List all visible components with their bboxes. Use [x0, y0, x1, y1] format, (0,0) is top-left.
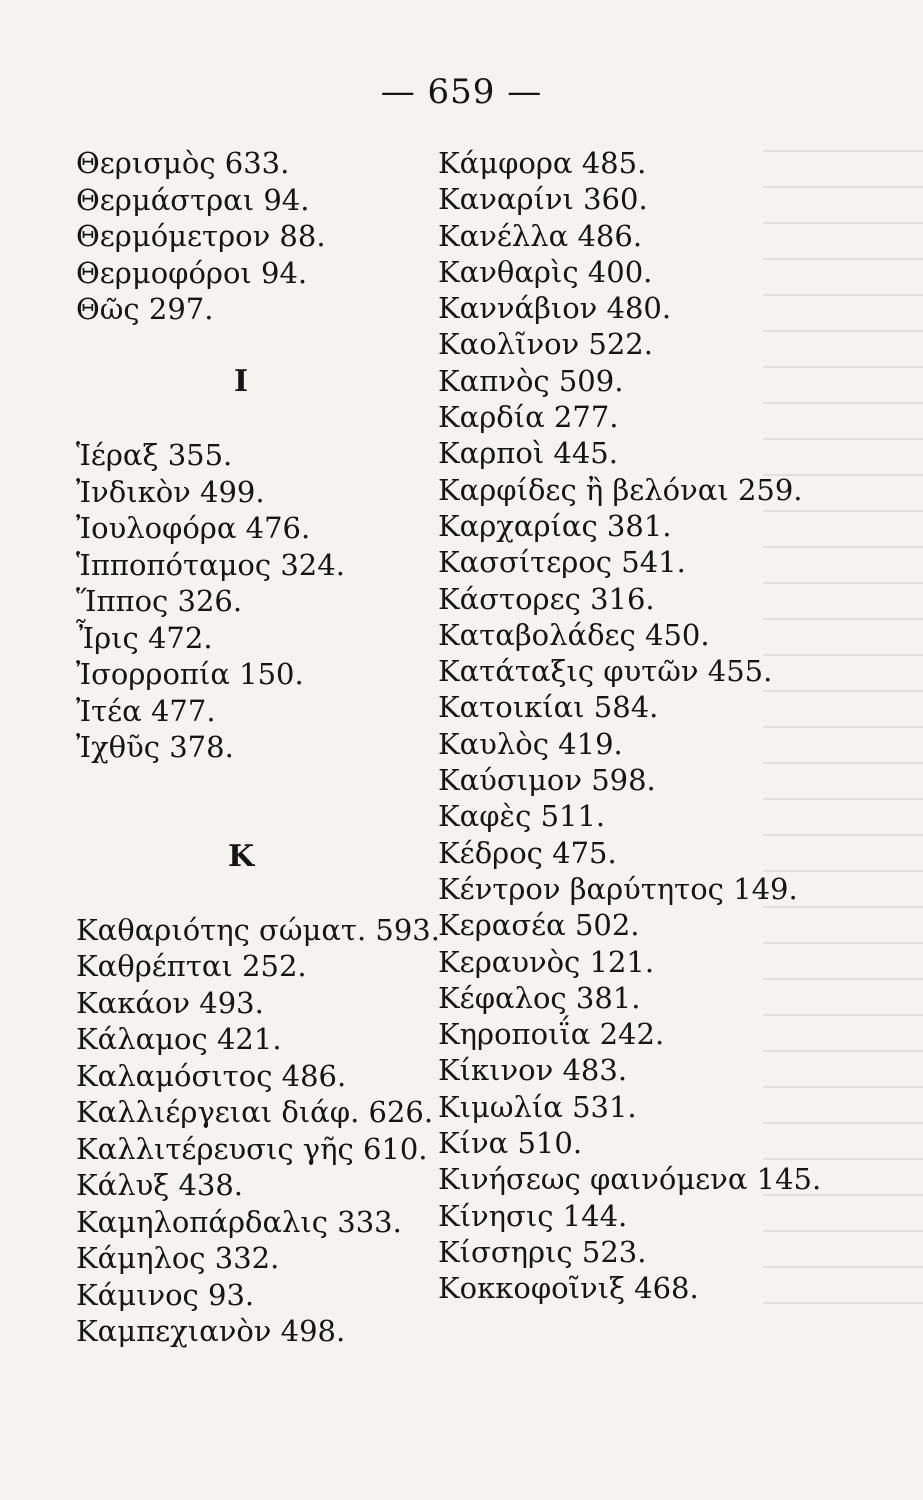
index-entry: Καολῖνον 522.	[438, 327, 653, 362]
index-entry: Καρχαρίας 381.	[438, 508, 672, 543]
index-entry: Ἰσορροπία 150.	[76, 657, 304, 691]
index-entry: Ἶρις 472.	[76, 620, 213, 655]
index-entry: Καμηλοπάρδαλις 333.	[76, 1204, 402, 1239]
index-entry: Ἵππος 326.	[76, 584, 243, 618]
index-entry: Κηροποιΐα 242.	[438, 1017, 665, 1052]
index-entry: Καυλὸς 419.	[438, 726, 623, 761]
index-entry: Ἱέραξ 355.	[76, 438, 233, 472]
right-column	[438, 145, 878, 1307]
index-entry: Καννάβιον 480.	[438, 291, 672, 326]
index-entry: Κάλυξ 438.	[76, 1168, 244, 1202]
index-entry: Καταβολάδες 450.	[438, 617, 710, 652]
index-entry: Καθαριότης σώματ. 593.	[76, 912, 440, 947]
index-entry: Κίνα 510.	[438, 1126, 583, 1161]
section-heading-i: Ι	[233, 364, 249, 399]
index-entry: Καθρέπται 252.	[76, 949, 307, 983]
index-entry: Ἰχθῦς 378.	[76, 730, 234, 764]
spacer	[76, 766, 416, 803]
index-entry: Καύσιμον 598.	[438, 763, 656, 798]
index-entry: Κανθαρὶς 400.	[438, 254, 653, 289]
index-entry: Κέντρον βαρύτητος 149.	[438, 871, 798, 906]
index-entry: Καρφίδες ἢ βελόναι 259.	[438, 472, 803, 507]
index-entry: Θερμόμετρον 88.	[76, 219, 326, 253]
index-entry: Κεραυνὸς 121.	[438, 944, 655, 979]
index-entry: Καπνὸς 509.	[438, 363, 624, 398]
index-entry: Κανέλλα 486.	[438, 218, 643, 253]
index-entry: Θερισμὸς 633.	[76, 146, 290, 180]
spacer	[76, 401, 416, 438]
index-entry: Κακάον 493.	[76, 985, 264, 1020]
index-entry: Κάστορες 316.	[438, 581, 655, 616]
index-entry: Κατάταξις φυτῶν 455.	[438, 654, 773, 689]
spacer	[76, 328, 416, 365]
index-entry: Ἰουλοφόρα 476.	[76, 511, 311, 545]
index-entry: Ἱπποπόταμος 324.	[76, 547, 345, 582]
index-entry: Θερμοφόροι 94.	[76, 255, 308, 290]
spacer	[76, 802, 416, 839]
index-entry: Καλαμόσιτος 486.	[76, 1058, 347, 1093]
index-entry: Κέφαλος 381.	[438, 980, 641, 1015]
section-heading-k: Κ	[227, 838, 255, 874]
index-entry: Κάμηλος 332.	[76, 1241, 280, 1275]
index-entry: Κίκινον 483.	[438, 1053, 628, 1088]
index-entry: Καρδία 277.	[438, 400, 619, 435]
index-entry: Κοκκοφοῖνιξ 468.	[438, 1271, 699, 1306]
index-entry: Καναρίνι 360.	[438, 182, 648, 217]
index-entry: Καμπεχιανὸν 498.	[76, 1314, 346, 1348]
index-entry: Ἰνδικὸν 499.	[76, 474, 265, 509]
index-entry: Κίνησις 144.	[438, 1198, 628, 1233]
index-entry: Κιμωλία 531.	[438, 1089, 637, 1124]
index-entry: Καλλιτέρευσις γῆς 610.	[76, 1131, 428, 1166]
index-entry: Κίσσηρις 523.	[438, 1234, 647, 1269]
index-entry: Θῶς 297.	[76, 292, 214, 326]
spacer	[76, 875, 416, 912]
index-entry: Θερμάστραι 94.	[76, 182, 310, 217]
left-column	[76, 145, 440, 1350]
index-entry: Καφὲς 511.	[438, 799, 606, 834]
index-entry: Ἰτέα 477.	[76, 693, 216, 728]
page-number: — 659 —	[380, 72, 543, 112]
index-entry: Κάλαμος 421.	[76, 1022, 282, 1056]
index-entry: Καρποὶ 445.	[438, 436, 618, 471]
index-entry: Κέδρος 475.	[438, 835, 617, 870]
index-entry: Κάμινος 93.	[76, 1277, 255, 1312]
index-entry: Καλλιέργειαι διάφ. 626.	[76, 1095, 434, 1129]
index-entry: Κατοικίαι 584.	[438, 690, 659, 725]
index-entry: Κάμφορα 485.	[438, 146, 647, 180]
index-entry: Κινήσεως φαινόμενα 145.	[438, 1162, 822, 1197]
index-entry: Κερασέα 502.	[438, 908, 640, 943]
index-entry: Κασσίτερος 541.	[438, 545, 686, 580]
